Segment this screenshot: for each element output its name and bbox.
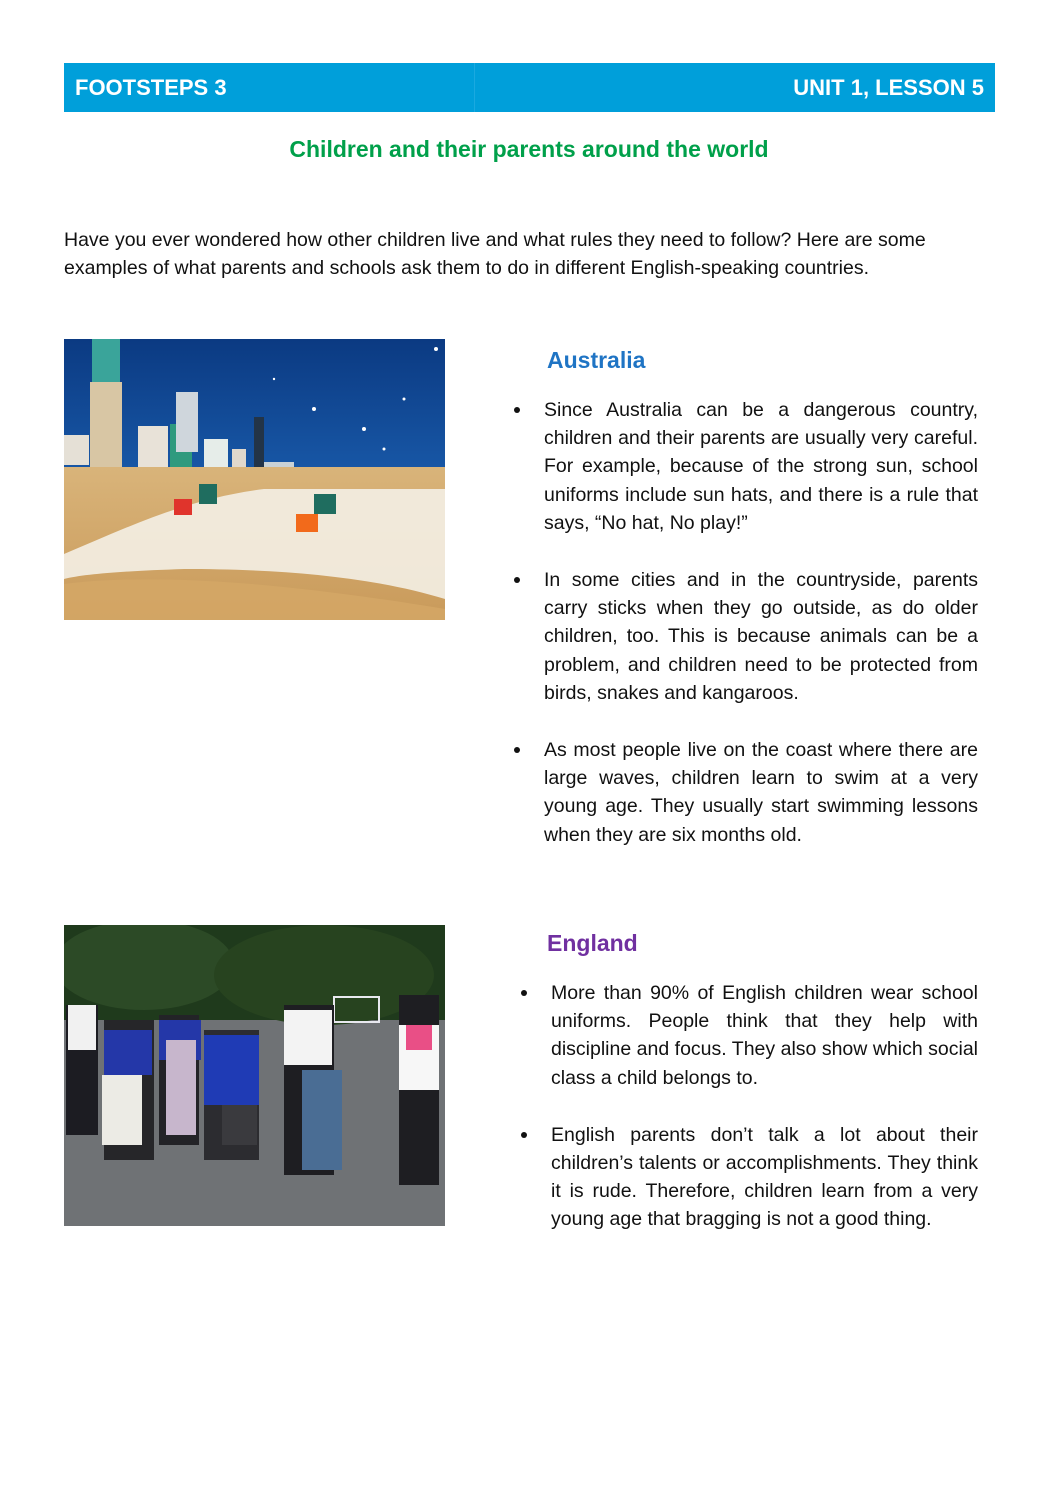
- list-item: [510, 736, 978, 849]
- england-bullet-list: [515, 979, 978, 1263]
- list-item: [510, 566, 978, 707]
- bullet-icon: [514, 577, 520, 583]
- beach-illustration: [64, 339, 445, 620]
- bullet-text: Since Australia can be a dangerous country, children and their parents are usually very careful. For example, because of the strong sun, school uniforms include sun hats, and there is a rule that says, “No hat, No play!”: [544, 399, 978, 534]
- bullet-icon: [521, 1132, 527, 1138]
- bullet-text: More than 90% of English children wear school uniforms. People think that they help with discipline and focus. They also show which social class a child belongs to.: [551, 982, 978, 1089]
- bullet-text: English parents don’t talk a lot about their children’s talents or accomplishments. They think it is rude. Therefore, children learn from a very young age that bragging is not a good thing.: [551, 1123, 978, 1231]
- bullet-text: As most people live on the coast where there are large waves, children learn to swim at a very young age. They usually start swimming lessons when they are six months old.: [544, 739, 978, 846]
- header-divider: [474, 63, 475, 112]
- course-label: FOOTSTEPS 3: [75, 74, 227, 100]
- list-item: [515, 979, 978, 1092]
- bullet-icon: [514, 747, 520, 753]
- england-schoolchildren-photo: [64, 925, 445, 1226]
- lesson-label: UNIT 1, LESSON 5: [793, 74, 984, 100]
- bullet-icon: [514, 407, 520, 413]
- header-band: [64, 63, 995, 112]
- australia-beach-photo: [64, 339, 445, 620]
- bullet-text: In some cities and in the countryside, parents carry sticks when they go outside, as do older children, too. This is because animals can be a problem, and children need to be protected from birds, snakes and kangaroos.: [544, 569, 978, 704]
- schoolyard-illustration: [64, 925, 445, 1226]
- list-item: [515, 1121, 978, 1234]
- australia-bullet-list: [510, 396, 978, 878]
- list-item: [510, 396, 978, 537]
- section-heading-england: England: [547, 930, 638, 956]
- intro-paragraph: Have you ever wondered how other children live and what rules they need to follow? Here are some examples of what parents and schools ask them to do in different English-speaking countries.: [64, 229, 926, 279]
- page-title: Children and their parents around the world: [289, 136, 769, 162]
- bullet-icon: [521, 990, 527, 996]
- section-heading-australia: Australia: [547, 347, 646, 373]
